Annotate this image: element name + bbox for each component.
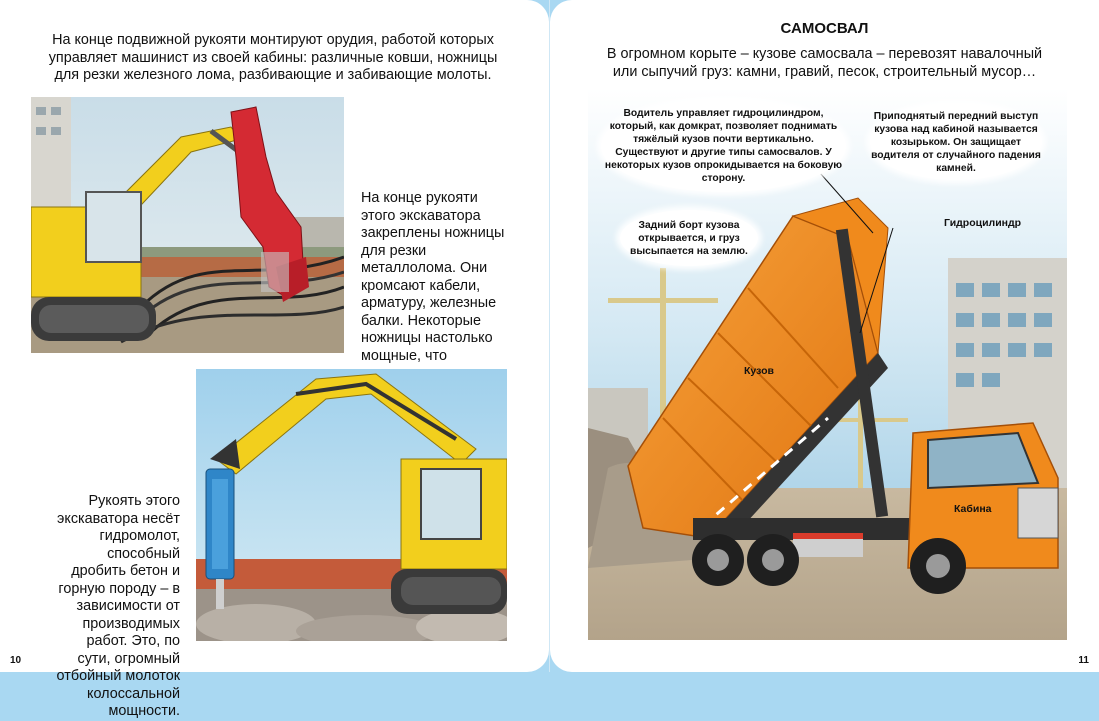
- right-page-number: 11: [1078, 655, 1089, 666]
- label-truck-cab: Кабина: [954, 503, 992, 515]
- callout-tailgate: Задний борт кузова открывается, и груз высыпается на землю.: [620, 210, 758, 266]
- left-page-number: 10: [10, 655, 22, 666]
- label-hydraulic-cylinder: Гидроцилиндр: [944, 217, 1022, 229]
- shears-caption: На конце рукояти этого экскаватора закреплены ножницы для резки металлолома. Они кромсают кабели, арматуру, железные балки. Некоторые ножницы настолько мощные, что: [361, 190, 505, 364]
- callout-hydraulic-driver: Водитель управляет гидроцилиндром, который, как домкрат, позволяет поднимать тяжёлый кузов почти вертикально. Существуют и другие типы самосвалов. У некоторых кузов опрокидывается на боковую сторону.: [601, 100, 846, 192]
- excavator-hammer-photo: [196, 369, 507, 641]
- label-truck-body: Кузов: [744, 365, 774, 377]
- callout-visor: Приподнятый передний выступ кузова над кабиной называется козырьком. Он защищает водителя от случайного падения камней.: [870, 104, 1042, 180]
- excavator-shears-photo: [31, 97, 344, 353]
- dump-truck-title: САМОСВАЛ: [780, 20, 869, 37]
- book-spine: [549, 0, 550, 672]
- dump-truck-intro: В огромном корыте – кузове самосвала – перевозят навалочный или сыпучий груз: камни, гравий, песок, строительный мусор…: [606, 46, 1043, 80]
- hammer-caption: Рукоять этого экскаватора несёт гидромолот, способный дробить бетон и горную породу – в зависимости от производимых работ. Это, по сути, огромный отбойный молоток колоссальной мощности.: [56, 493, 180, 719]
- left-intro-text: На конце подвижной рукояти монтируют орудия, работой которых управляет машинист из своей кабины: различные ковши, ножницы для резки железного лома, разбивающие и забивающие молоты.: [48, 32, 498, 83]
